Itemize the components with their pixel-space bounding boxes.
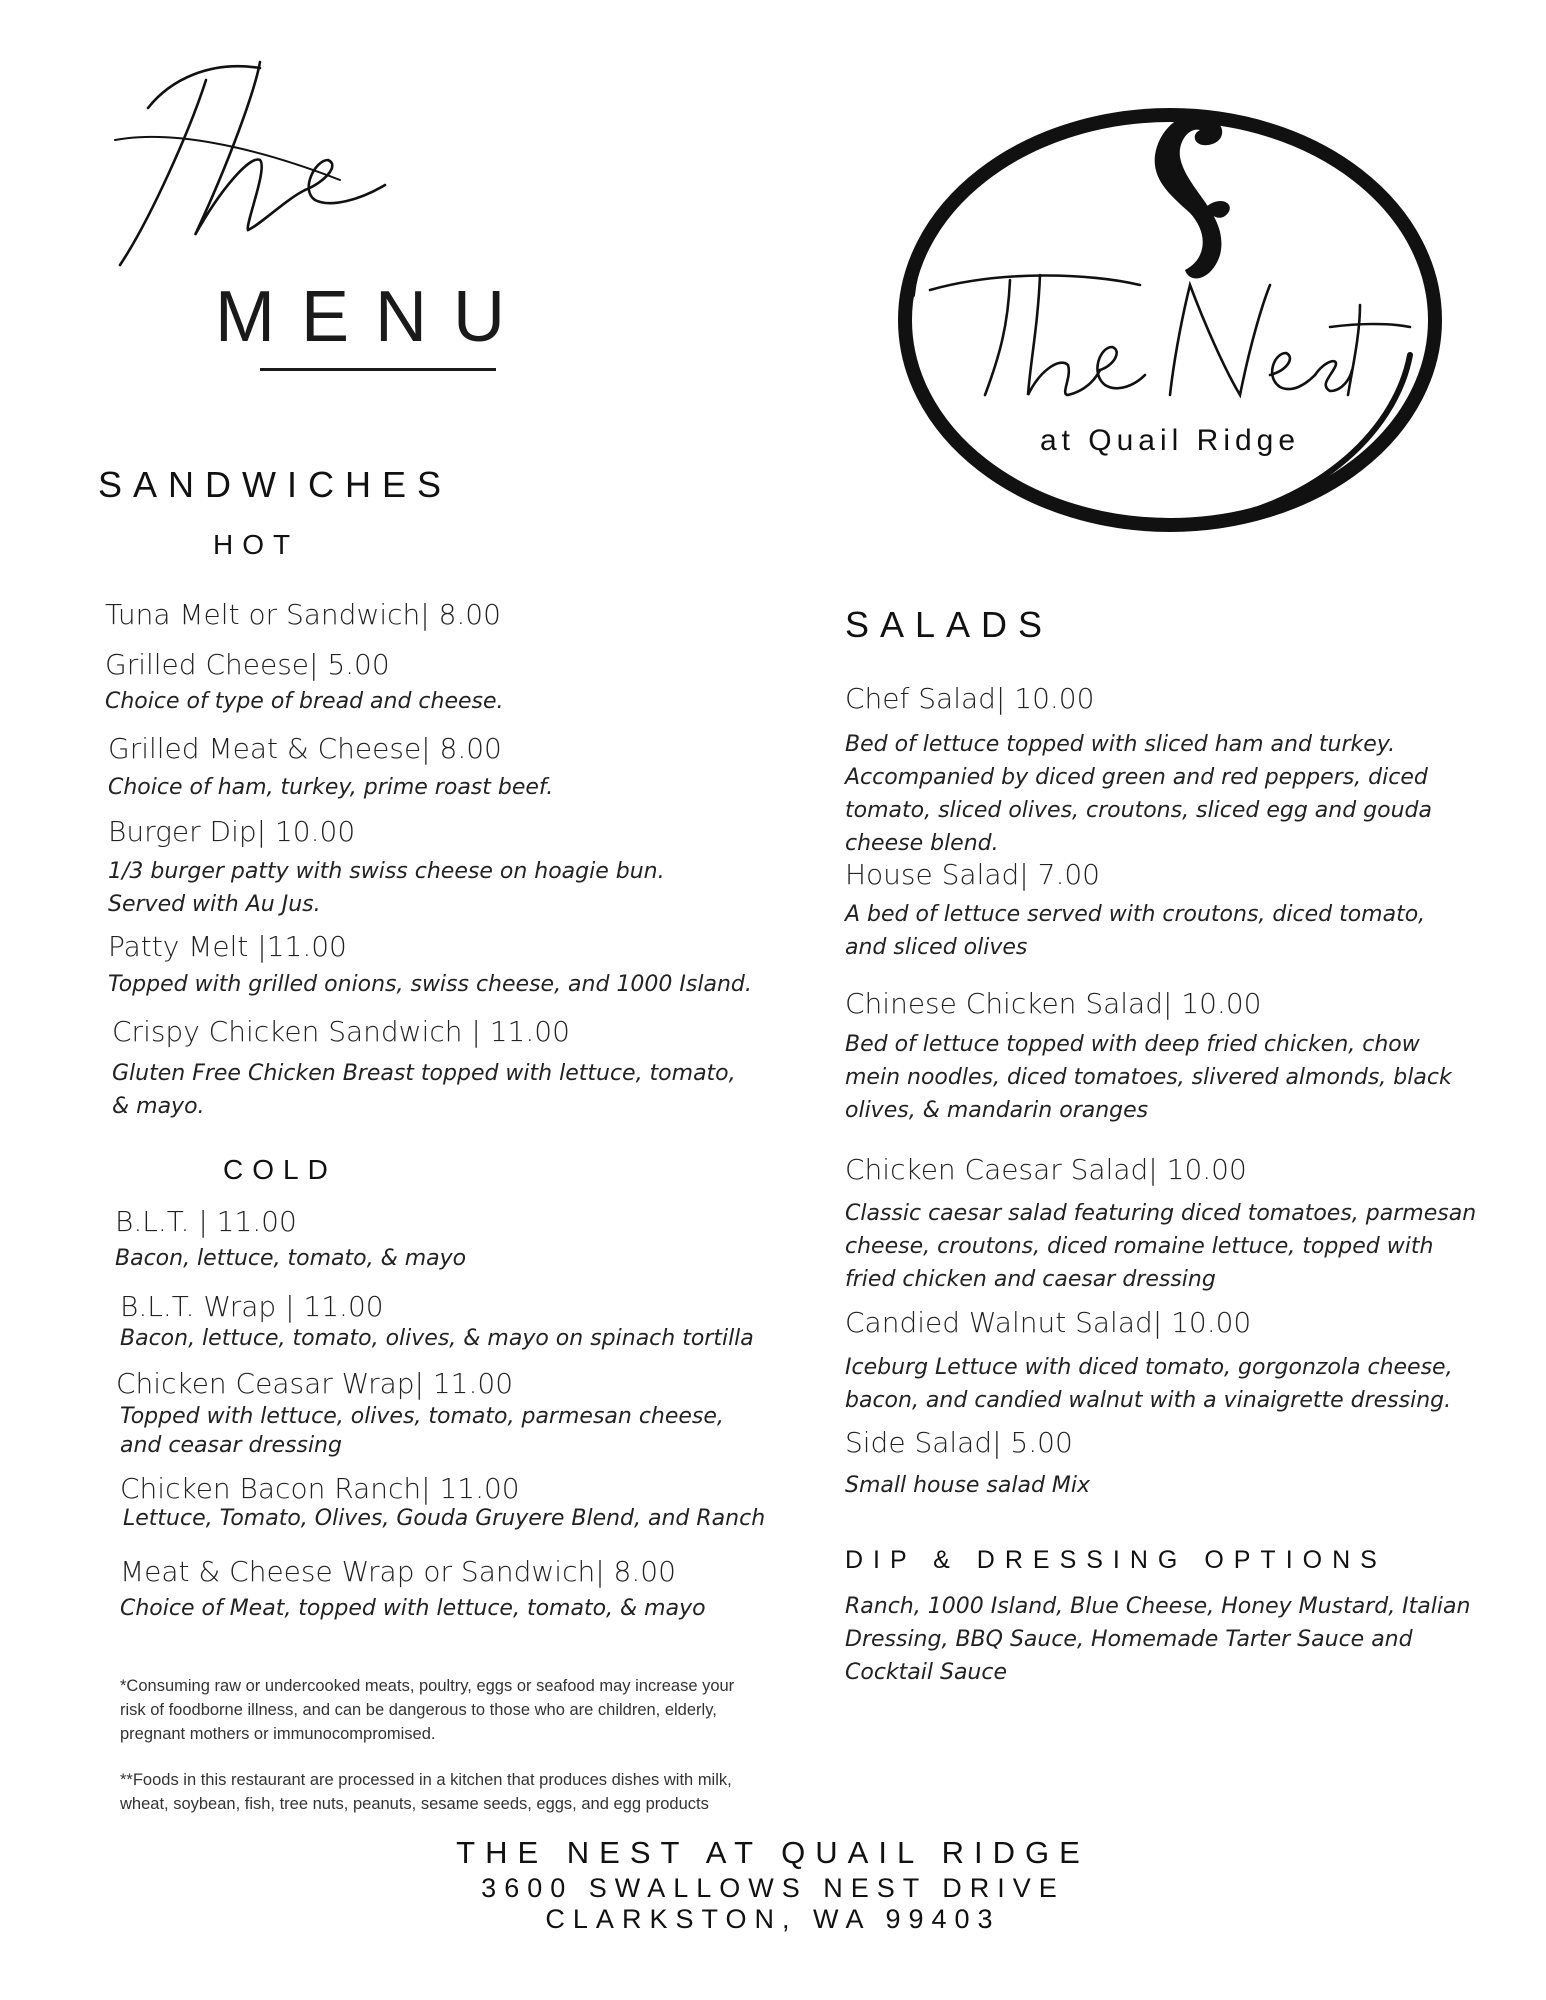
sandwiches-heading: SANDWICHES xyxy=(98,464,453,505)
footer-city-address: CLARKSTON, WA 99403 xyxy=(545,1904,1001,1934)
menu-item-desc: Topped with grilled onions, swiss cheese, and 1000 Island. xyxy=(108,972,752,997)
menu-item-name: Chicken Caesar Salad| 10.00 xyxy=(845,1153,1247,1186)
menu-item-desc: Iceburg Lettuce with diced tomato, gorgonzola cheese, bacon, and candied walnut with a vinaigrette dressing. xyxy=(845,1355,1453,1413)
menu-item-name: B.L.T. Wrap | 11.00 xyxy=(120,1290,384,1323)
menu-item-name: Tuna Melt or Sandwich| 8.00 xyxy=(105,598,501,631)
menu-item-name: Chinese Chicken Salad| 10.00 xyxy=(845,987,1262,1020)
allergen-disclaimer: **Foods in this restaurant are processed in a kitchen that produces dishes with milk, wheat, soybean, fish, tree nuts, peanuts, sesame seeds, eggs, and egg products xyxy=(120,1771,732,1813)
menu-item-desc: Lettuce, Tomato, Olives, Gouda Gruyere Blend, and Ranch xyxy=(123,1506,766,1531)
menu-item-name: B.L.T. | 11.00 xyxy=(115,1205,297,1238)
logo-tagline: at Quail Ridge xyxy=(1039,424,1301,457)
menu-item-desc: Bed of lettuce topped with sliced ham and turkey. Accompanied by diced green and red peppers, diced tomato, sliced olives, croutons, sliced egg and gouda cheese blend. xyxy=(845,732,1432,856)
cold-subheading: COLD xyxy=(223,1154,337,1185)
menu-item-desc: Choice of Meat, topped with lettuce, tomato, & mayo xyxy=(120,1596,706,1621)
menu-item-desc: Bacon, lettuce, tomato, olives, & mayo on spinach tortilla xyxy=(120,1326,754,1351)
menu-item-desc: Small house salad Mix xyxy=(845,1473,1091,1498)
menu-item-name: Burger Dip| 10.00 xyxy=(108,815,356,848)
menu-item-desc: Choice of ham, turkey, prime roast beef. xyxy=(108,775,554,800)
menu-item-name: Candied Walnut Salad| 10.00 xyxy=(845,1306,1252,1339)
menu-item-name: Chef Salad| 10.00 xyxy=(845,682,1095,715)
menu-underline xyxy=(260,368,496,371)
menu-item-desc: Bacon, lettuce, tomato, & mayo xyxy=(115,1246,467,1271)
menu-item-name: Chicken Ceasar Wrap| 11.00 xyxy=(116,1367,514,1400)
menu-item-name: Meat & Cheese Wrap or Sandwich| 8.00 xyxy=(120,1555,676,1588)
menu-item-name: Chicken Bacon Ranch| 11.00 xyxy=(120,1472,520,1505)
the-script-lettering xyxy=(110,50,400,290)
the-nest-logo xyxy=(890,95,1450,535)
menu-item-name: Grilled Cheese| 5.00 xyxy=(105,648,390,681)
footer-restaurant-name: THE NEST AT QUAIL RIDGE xyxy=(456,1835,1090,1870)
menu-item-desc: Gluten Free Chicken Breast topped with lettuce, tomato, & mayo. xyxy=(112,1061,736,1119)
menu-item-name: Grilled Meat & Cheese| 8.00 xyxy=(108,732,502,765)
menu-item-name: Patty Melt |11.00 xyxy=(108,930,347,963)
hot-subheading: HOT xyxy=(213,529,300,560)
menu-item-desc: A bed of lettuce served with croutons, diced tomato, and sliced olives xyxy=(845,902,1426,960)
menu-item-name: Side Salad| 5.00 xyxy=(845,1426,1073,1459)
menu-item-name: Crispy Chicken Sandwich | 11.00 xyxy=(112,1015,570,1048)
footer-street-address: 3600 SWALLOWS NEST DRIVE xyxy=(481,1873,1065,1903)
menu-item-name: House Salad| 7.00 xyxy=(845,858,1100,891)
menu-item-desc: Topped with lettuce, olives, tomato, parmesan cheese, and ceasar dressing xyxy=(120,1404,724,1458)
menu-item-desc: Bed of lettuce topped with deep fried chicken, chow mein noodles, diced tomatoes, slivered almonds, black olives, & mandarin oranges xyxy=(845,1032,1452,1123)
food-safety-disclaimer: *Consuming raw or undercooked meats, poultry, eggs or seafood may increase your risk of foodborne illness, and can be dangerous to those who are children, elderly, pregnant mothers or immunocompromised. xyxy=(120,1677,735,1743)
dressing-options-list: Ranch, 1000 Island, Blue Cheese, Honey Mustard, Italian Dressing, BBQ Sauce, Homemade Tarter Sauce and Cocktail Sauce xyxy=(845,1594,1471,1685)
menu-heading: MENU xyxy=(215,277,531,357)
menu-item-desc: Classic caesar salad featuring diced tomatoes, parmesan cheese, croutons, diced romaine lettuce, topped with fried chicken and caesar dressing xyxy=(845,1201,1477,1292)
menu-item-desc: Choice of type of bread and cheese. xyxy=(105,689,504,714)
salads-heading: SALADS xyxy=(845,604,1054,645)
menu-item-desc: 1/3 burger patty with swiss cheese on hoagie bun. Served with Au Jus. xyxy=(108,859,665,917)
dressing-options-heading: DIP & DRESSING OPTIONS xyxy=(845,1546,1387,1574)
